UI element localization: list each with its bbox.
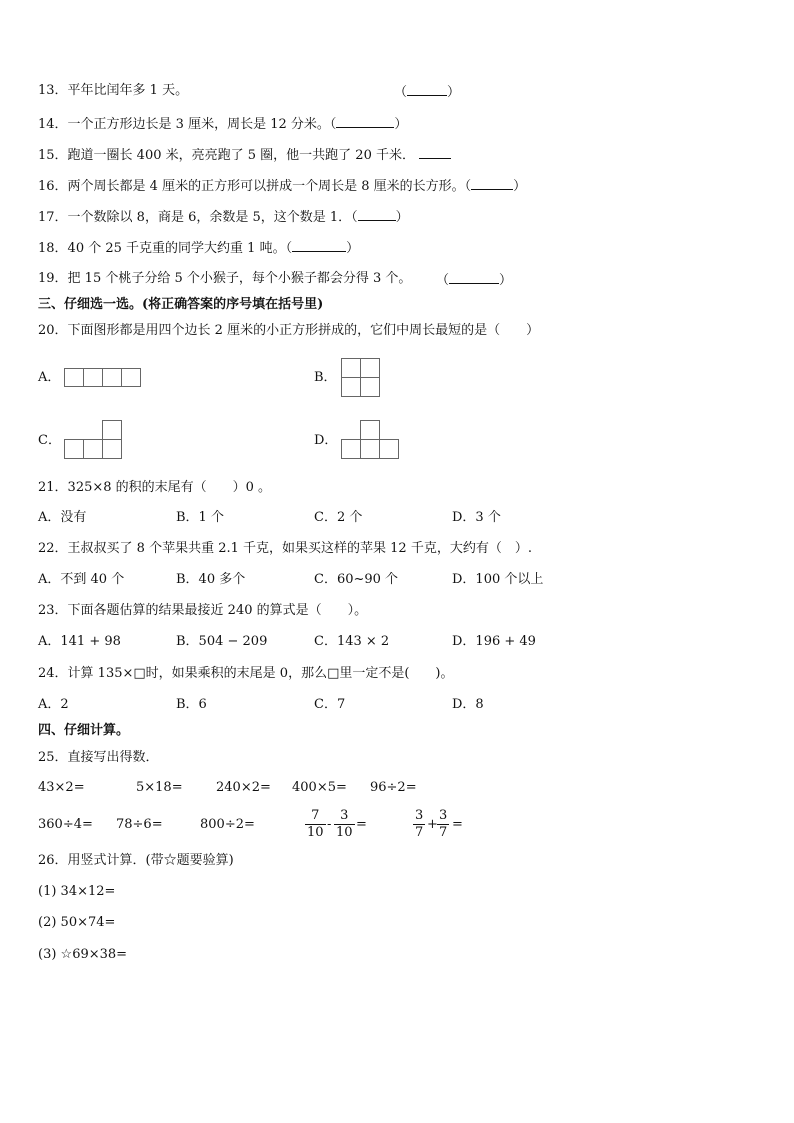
fraction-3-7: $\frac{3}{7}$ xyxy=(415,808,424,840)
fraction-3-10: $\frac{3}{10}$ xyxy=(336,808,353,840)
q21-option-b[interactable]: B．1 个 xyxy=(176,510,224,525)
fraction-7-10: $\frac{7}{10}$ xyxy=(307,808,324,840)
calc-item: 43×2= xyxy=(38,780,85,795)
q22-option-d[interactable]: D．100 个以上 xyxy=(452,572,544,587)
q22-option-b[interactable]: B．40 多个 xyxy=(176,572,246,587)
option-c-label[interactable]: C． xyxy=(38,433,61,448)
option-d-label[interactable]: D． xyxy=(314,433,338,448)
q24-option-b[interactable]: B．6 xyxy=(176,697,207,712)
question-19: 19．把 15 个桃子分给 5 个小猴子，每个小猴子都会分得 3 个。 xyxy=(38,271,412,286)
question-15: 15．跑道一圈长 400 米，亮亮跑了 5 圈，他一共跑了 20 千米． xyxy=(38,145,451,165)
question-13 xyxy=(38,82,188,100)
question-18: 18．40 个 25 千克重的同学大约重 1 吨。（ ） xyxy=(38,238,359,258)
fraction-3-7-b: $\frac{3}{7}$ xyxy=(439,808,448,840)
answer-blank[interactable] xyxy=(336,114,394,128)
question-23: 23．下面各题估算的结果最接近 240 的算式是（ ）。 xyxy=(38,603,368,618)
q23-option-c[interactable]: C．143 × 2 xyxy=(314,634,390,649)
calc-item: 360÷4= xyxy=(38,817,93,832)
question-25: 25．直接写出得数． xyxy=(38,750,159,765)
q21-option-d[interactable]: D．3 个 xyxy=(452,510,501,525)
calc-item: 5×18= xyxy=(136,780,183,795)
q24-option-c[interactable]: C．7 xyxy=(314,697,346,712)
q23-option-d[interactable]: D．196 + 49 xyxy=(452,634,536,649)
figure-c-l-shape xyxy=(64,420,122,460)
calc-item: 400×5= xyxy=(292,780,347,795)
question-21: 21．325×8 的积的末尾有（ ）0 。 xyxy=(38,480,272,495)
question-20: 20．下面图形都是用四个边长 2 厘米的小正方形拼成的，它们中周长最短的是（ ） xyxy=(38,323,540,338)
minus-sign: - xyxy=(327,817,332,832)
answer-blank[interactable] xyxy=(358,207,396,221)
calc-item: 800÷2= xyxy=(200,817,255,832)
q24-option-a[interactable]: A．2 xyxy=(38,697,69,712)
calc-item: 96÷2= xyxy=(370,780,417,795)
vertical-calc-item: (1) 34×12= xyxy=(38,884,116,899)
question-14: 14．一个正方形边长是 3 厘米，周长是 12 分米。（ ） xyxy=(38,114,407,134)
question-number: 13． xyxy=(38,83,68,98)
figure-b-two-by-two-square xyxy=(341,358,381,398)
question-24: 24．计算 135×□时，如果乘积的末尾是 0，那么□里一定不是( )。 xyxy=(38,666,454,681)
q22-option-c[interactable]: C．60~90 个 xyxy=(314,572,399,587)
answer-paren-19: （ ） xyxy=(436,270,512,290)
option-a-label[interactable]: A． xyxy=(38,370,61,385)
equals-sign: = xyxy=(356,817,367,832)
question-17: 17．一个数除以 8，商是 6，余数是 5，这个数是 1．（ ） xyxy=(38,207,409,227)
q21-option-a[interactable]: A．没有 xyxy=(38,510,87,525)
equals-sign: = xyxy=(452,817,463,832)
plus-sign: + xyxy=(427,817,438,832)
answer-blank[interactable] xyxy=(292,238,346,252)
answer-paren-13: （ ） xyxy=(394,82,460,102)
q24-option-d[interactable]: D．8 xyxy=(452,697,484,712)
section-title-3: 三、仔细选一选。(将正确答案的序号填在括号里) xyxy=(38,297,324,312)
question-text: 平年比闰年多 1 天。 xyxy=(67,83,189,98)
answer-blank[interactable] xyxy=(471,176,513,190)
answer-blank[interactable] xyxy=(449,270,499,284)
figure-a-row-of-four-squares xyxy=(64,368,142,388)
section-title-4: 四、仔细计算。 xyxy=(38,723,130,738)
figure-d-t-shape xyxy=(341,420,399,460)
vertical-calc-item: (3) ☆69×38= xyxy=(38,947,128,962)
q23-option-a[interactable]: A．141 + 98 xyxy=(38,634,121,649)
question-26: 26．用竖式计算．(带☆题要验算) xyxy=(38,853,234,868)
option-b-label[interactable]: B． xyxy=(314,370,337,385)
calc-item: 240×2= xyxy=(216,780,271,795)
vertical-calc-item: (2) 50×74= xyxy=(38,915,116,930)
answer-blank[interactable] xyxy=(419,145,451,159)
q22-option-a[interactable]: A．不到 40 个 xyxy=(38,572,125,587)
question-22: 22．王叔叔买了 8 个苹果共重 2.1 千克，如果买这样的苹果 12 千克，大约有（ ）. xyxy=(38,541,532,556)
q23-option-b[interactable]: B．504 − 209 xyxy=(176,634,268,649)
calc-item: 78÷6= xyxy=(116,817,163,832)
question-16: 16．两个周长都是 4 厘米的正方形可以拼成一个周长是 8 厘米的长方形。（ ） xyxy=(38,176,526,196)
answer-blank[interactable] xyxy=(407,82,447,96)
q21-option-c[interactable]: C．2 个 xyxy=(314,510,363,525)
